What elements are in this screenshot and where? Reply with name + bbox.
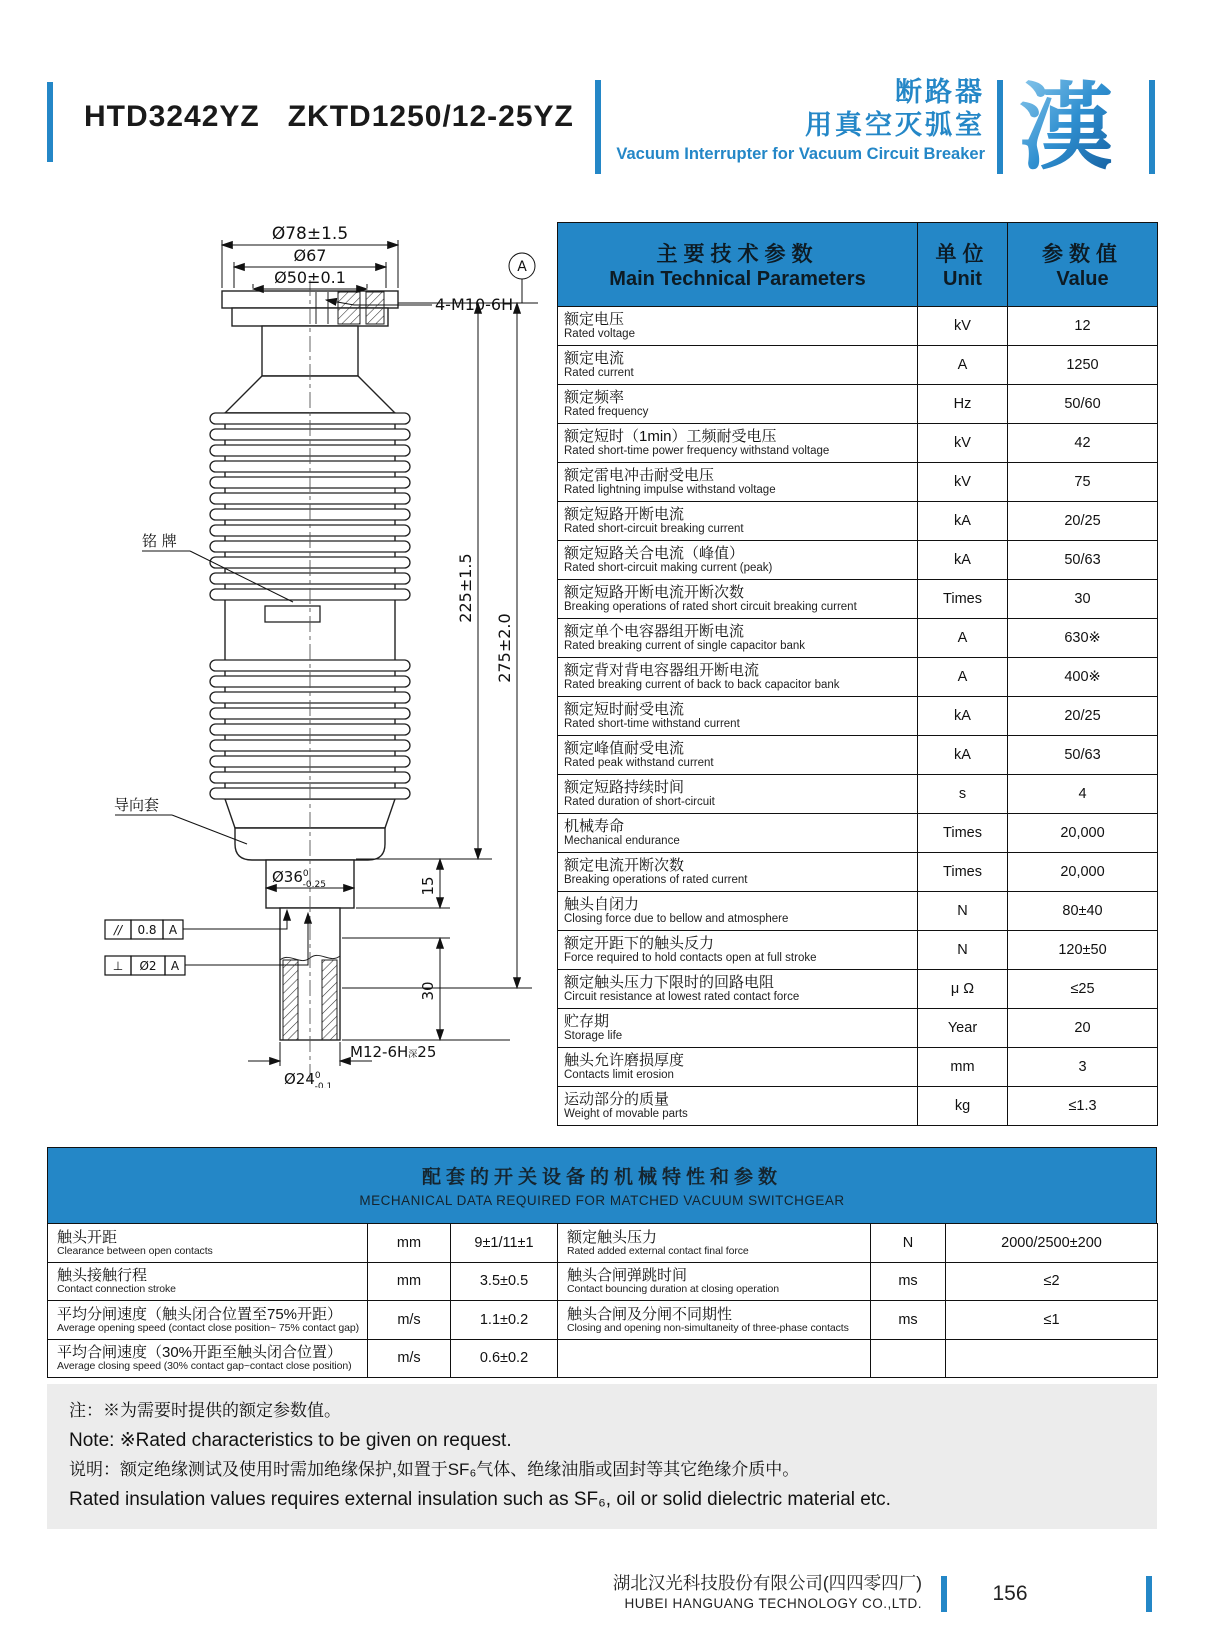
param-name-cell — [558, 658, 918, 697]
table-row — [558, 424, 1158, 463]
dim-label-d24: Ø24 — [284, 1070, 315, 1088]
param-unit: kA — [918, 502, 1008, 541]
dim-label-d78: Ø78±1.5 — [271, 224, 349, 244]
dim-label-d36: Ø36 — [272, 868, 303, 886]
description-cn: 说明：额定绝缘测试及使用时需加绝缘保护,如置于SF₆气体、绝缘油脂或固封等其它绝缘介质中。 — [69, 1460, 800, 1479]
param-name-cn: 额定短路关合电流（峰值） — [564, 545, 745, 563]
table-row — [48, 1224, 1158, 1263]
param-unit: kA — [918, 541, 1008, 580]
param-name-en: Rated breaking current of single capacitor bank — [564, 640, 806, 653]
param-value: 20 — [1008, 1009, 1158, 1048]
nameplate-label: 铭 牌 — [142, 532, 177, 550]
param-name-cn: 额定电流开断次数 — [564, 857, 685, 875]
param-name-en: Contacts limit erosion — [564, 1069, 674, 1082]
param-name-en: Rated lightning impulse withstand voltage — [564, 484, 776, 497]
param-value — [946, 1339, 1158, 1378]
table-row — [48, 1301, 1158, 1340]
param-name-cell — [558, 853, 918, 892]
param-name-en: Contact connection stroke — [57, 1283, 176, 1295]
main-table-header-row — [558, 223, 1158, 307]
dim-label-30: 30 — [419, 981, 437, 1001]
param-name-cell — [558, 307, 918, 346]
header-accent-bar-mid — [595, 80, 601, 174]
header-accent-bar-left — [47, 82, 53, 162]
param-value: ≤25 — [1008, 970, 1158, 1009]
note-en: Note: ※Rated characteristics to be given on request. — [69, 1430, 512, 1451]
param-name-cn: 额定开距下的触头反力 — [564, 935, 715, 953]
param-name-en: Rated short-circuit breaking current — [564, 523, 744, 536]
param-name-en: Contact bouncing duration at closing operation — [567, 1283, 779, 1295]
param-value: 50/63 — [1008, 736, 1158, 775]
table-row — [558, 775, 1158, 814]
table-row — [558, 1087, 1158, 1126]
param-name-en: Rated short-time withstand current — [564, 718, 740, 731]
param-value: 75 — [1008, 463, 1158, 502]
param-value: 0.6±0.2 — [451, 1339, 558, 1378]
param-unit: Times — [918, 853, 1008, 892]
param-name-cell — [558, 1087, 918, 1126]
table-row — [558, 697, 1158, 736]
param-name-cn: 贮存期 — [564, 1013, 610, 1031]
param-unit: kg — [918, 1087, 1008, 1126]
param-unit: N — [918, 892, 1008, 931]
param-unit: A — [918, 346, 1008, 385]
param-unit: A — [918, 658, 1008, 697]
table-row — [558, 385, 1158, 424]
company-name-en: HUBEI HANGUANG TECHNOLOGY CO.,LTD. — [624, 1596, 922, 1611]
param-value: ≤1 — [946, 1301, 1158, 1340]
bolt-pattern-label: 4-M10-6H — [435, 295, 514, 314]
param-name-en: Breaking operations of rated short circuit breaking current — [564, 601, 857, 614]
company-logo — [1008, 74, 1124, 176]
thread-label: M12-6H — [350, 1043, 409, 1061]
svg-text:A: A — [170, 959, 180, 973]
footer-accent-bar-left — [941, 1576, 947, 1612]
param-name-cn: 触头合闸及分闸不同期性 — [567, 1305, 733, 1323]
param-value: 12 — [1008, 307, 1158, 346]
svg-text:Ø360-0.25: $Ø36^0$ -0.25 — [272, 868, 326, 890]
param-name-cell — [558, 1224, 871, 1263]
company-name-cn: 湖北汉光科技股份有限公司(四四零四厂) — [612, 1573, 922, 1593]
param-name-cn: 额定电压 — [564, 311, 625, 329]
mech-table-title: 配套的开关设备的机械特性和参数 MECHANICAL DATA REQUIRED FOR MATCHED VACUUM SWITCHGEAR — [47, 1147, 1157, 1223]
param-name-cn: 额定单个电容器组开断电流 — [564, 623, 745, 641]
param-unit: Year — [918, 1009, 1008, 1048]
param-name-en: Rated current — [564, 367, 634, 380]
product-name-cn-1: 断路器 — [895, 77, 985, 107]
table-row — [558, 736, 1158, 775]
param-name-cell — [558, 697, 918, 736]
table-row — [558, 1009, 1158, 1048]
param-name-cell — [558, 580, 918, 619]
param-name-cell — [558, 1262, 871, 1301]
table-row — [558, 463, 1158, 502]
param-name-cn: 触头允许磨损厚度 — [564, 1052, 685, 1070]
param-value: 1.1±0.2 — [451, 1301, 558, 1340]
param-name-cn: 额定峰值耐受电流 — [564, 740, 685, 758]
param-unit: N — [918, 931, 1008, 970]
table-row — [558, 307, 1158, 346]
svg-text:0.8: 0.8 — [137, 923, 157, 937]
param-value: 3.5±0.5 — [451, 1262, 558, 1301]
param-value: 9±1/11±1 — [451, 1224, 558, 1263]
table-row — [558, 970, 1158, 1009]
param-name-en: Rated breaking current of back to back capacitor bank — [564, 679, 840, 692]
param-name-en: Closing and opening non-simultaneity of three-phase contacts — [567, 1321, 849, 1334]
param-name-en: Rated voltage — [564, 328, 635, 341]
table-row — [558, 541, 1158, 580]
param-name-cell — [558, 1009, 918, 1048]
svg-text:Ø2: Ø2 — [139, 959, 157, 973]
param-unit: N — [871, 1224, 946, 1263]
param-name-cell — [558, 814, 918, 853]
param-name-en: Mechanical endurance — [564, 835, 680, 848]
param-name-en: Circuit resistance at lowest rated contact force — [564, 991, 800, 1004]
param-name-en: Force required to hold contacts open at full stroke — [564, 952, 817, 965]
technical-drawing — [50, 208, 550, 1088]
param-name-en: Rated frequency — [564, 406, 649, 419]
param-name-en: Rated short-circuit making current (peak) — [564, 562, 773, 575]
param-unit — [871, 1339, 946, 1378]
param-name-cn: 额定短路持续时间 — [564, 779, 685, 797]
param-name-en: Closing force due to bellow and atmosphere — [564, 913, 789, 926]
param-name-cn: 额定触头压力 — [567, 1228, 658, 1246]
param-unit: Hz — [918, 385, 1008, 424]
param-name-en: Weight of movable parts — [564, 1108, 688, 1121]
logo-glyph: 漢 — [1018, 75, 1114, 176]
param-name-cell — [558, 385, 918, 424]
param-name-cell — [558, 424, 918, 463]
col-header-unit: 单位 Unit — [918, 223, 1008, 307]
param-name-cell — [558, 931, 918, 970]
header-accent-bar-right — [1149, 80, 1155, 174]
param-unit: Times — [918, 814, 1008, 853]
table-row — [558, 658, 1158, 697]
param-name-en: Rated added external contact final force — [567, 1244, 749, 1257]
table-row — [558, 931, 1158, 970]
param-unit: m/s — [368, 1339, 451, 1378]
gdt-parallel-symbol: // — [113, 923, 123, 937]
param-unit: kV — [918, 307, 1008, 346]
param-value: 80±40 — [1008, 892, 1158, 931]
param-value: 50/63 — [1008, 541, 1158, 580]
gdt-perp-symbol: ⊥ — [112, 959, 124, 973]
guide-sleeve-label: 导向套 — [114, 796, 160, 814]
param-name-cn: 额定短路开断电流 — [564, 506, 685, 524]
param-value: 3 — [1008, 1048, 1158, 1087]
param-unit: mm — [368, 1262, 451, 1301]
main-parameters-table — [557, 222, 1157, 1126]
param-name-cell — [558, 502, 918, 541]
param-name-en: Average opening speed (contact close position~ 75% contact gap) — [57, 1321, 360, 1334]
datum-a-label: A — [517, 259, 527, 275]
table-row — [558, 892, 1158, 931]
dim-label-15: 15 — [419, 876, 437, 896]
param-unit: kV — [918, 424, 1008, 463]
description-en: Rated insulation values requires external insulation such as SF₆, oil or solid dielectric material etc. — [69, 1489, 891, 1510]
param-name-cell — [48, 1224, 368, 1263]
param-name-cell — [558, 736, 918, 775]
param-name-cell — [558, 1048, 918, 1087]
param-name-cn: 额定短时耐受电流 — [564, 701, 685, 719]
param-value: 30 — [1008, 580, 1158, 619]
table-row — [48, 1339, 1158, 1378]
param-name-cell — [558, 970, 918, 1009]
svg-text:A: A — [168, 923, 178, 937]
param-name-cell — [48, 1301, 368, 1340]
param-value: 20,000 — [1008, 814, 1158, 853]
param-value: ≤1.3 — [1008, 1087, 1158, 1126]
col-header-value: 参数值 Value — [1008, 223, 1158, 307]
product-name-cn-2: 用真空灭弧室 — [805, 110, 985, 140]
footer-company — [460, 1572, 922, 1613]
param-name-cn: 触头接触行程 — [57, 1267, 148, 1284]
param-name-cn: 平均合闸速度（30%开距至触头闭合位置） — [57, 1344, 343, 1361]
mechanical-data-table — [47, 1147, 1157, 1378]
nameplate-rect — [265, 606, 320, 622]
product-name-en: Vacuum Interrupter for Vacuum Circuit Breaker — [616, 145, 985, 163]
param-value: 2000/2500±200 — [946, 1224, 1158, 1263]
param-name-cn: 额定背对背电容器组开断电流 — [564, 662, 760, 680]
param-name-cell — [558, 1339, 871, 1378]
param-value: 400※ — [1008, 658, 1158, 697]
table-row — [558, 1048, 1158, 1087]
param-value: 4 — [1008, 775, 1158, 814]
param-value: 20/25 — [1008, 502, 1158, 541]
param-name-en: Clearance between open contacts — [57, 1244, 213, 1257]
param-name-cn: 运动部分的质量 — [564, 1091, 670, 1109]
param-name-cn: 触头合闸弹跳时间 — [567, 1267, 688, 1284]
footer-accent-bar-right — [1146, 1576, 1152, 1612]
product-heading — [605, 76, 985, 166]
param-value: ≤2 — [946, 1262, 1158, 1301]
svg-text:Ø240-0.1: $Ø24^0$ -0.1 — [284, 1070, 333, 1088]
param-name-cn: 额定触头压力下限时的回路电阻 — [564, 974, 775, 992]
param-name-cn: 触头自闭力 — [564, 896, 640, 914]
page-number: 156 — [992, 1582, 1028, 1605]
param-name-cell — [558, 541, 918, 580]
main-table-body — [558, 307, 1158, 1126]
table-row — [558, 853, 1158, 892]
param-name-cell — [48, 1262, 368, 1301]
notes-block — [47, 1384, 1157, 1529]
param-value: 20,000 — [1008, 853, 1158, 892]
param-name-en: Average closing speed (30% contact gap~contact close position) — [57, 1360, 352, 1372]
table-row — [48, 1262, 1158, 1301]
param-name-cell — [48, 1339, 368, 1378]
param-name-cell — [558, 619, 918, 658]
param-name-cn: 机械寿命 — [564, 818, 625, 836]
param-value: 50/60 — [1008, 385, 1158, 424]
svg-text:M12-6H深25: M12-6H深25 — [350, 1043, 437, 1061]
param-value: 20/25 — [1008, 697, 1158, 736]
param-name-cn: 额定电流 — [564, 350, 625, 368]
param-name-en: Storage life — [564, 1030, 623, 1043]
param-unit: m/s — [368, 1301, 451, 1340]
param-name-en: Rated peak withstand current — [564, 757, 714, 770]
note-cn: 注：※为需要时提供的额定参数值。 — [69, 1401, 341, 1420]
dim-label-225: 225±1.5 — [456, 553, 475, 623]
param-name-cn: 额定短路开断电流开断次数 — [564, 584, 745, 602]
param-unit: ms — [871, 1262, 946, 1301]
param-name-en: Rated short-time power frequency withstand voltage — [564, 445, 830, 458]
param-name-cn: 平均分闸速度（触头闭合位置至75%开距） — [57, 1305, 343, 1323]
param-value: 630※ — [1008, 619, 1158, 658]
param-unit: s — [918, 775, 1008, 814]
param-value: 120±50 — [1008, 931, 1158, 970]
param-unit: μ Ω — [918, 970, 1008, 1009]
table-row — [558, 619, 1158, 658]
col-header-parameters: 主要技术参数 Main Technical Parameters — [558, 223, 918, 307]
dim-label-d50: Ø50±0.1 — [274, 268, 346, 287]
param-name-cn: 额定短时（1min）工频耐受电压 — [564, 428, 777, 446]
param-name-cn: 额定频率 — [564, 389, 625, 407]
header-accent-bar-logo-left — [997, 80, 1003, 174]
table-row — [558, 814, 1158, 853]
param-unit: mm — [368, 1224, 451, 1263]
param-name-cell — [558, 892, 918, 931]
param-name-cell — [558, 463, 918, 502]
param-unit: kV — [918, 463, 1008, 502]
param-value: 1250 — [1008, 346, 1158, 385]
param-name-cell — [558, 775, 918, 814]
param-name-cn: 额定雷电冲击耐受电压 — [564, 467, 715, 485]
page-title: HTD3242YZ ZKTD1250/12-25YZ — [84, 100, 574, 133]
table-row — [558, 580, 1158, 619]
param-name-en: Rated duration of short-circuit — [564, 796, 715, 809]
dim-label-275: 275±2.0 — [495, 613, 514, 683]
param-name-cell — [558, 346, 918, 385]
dim-label-d67: Ø67 — [293, 246, 327, 265]
param-unit: kA — [918, 736, 1008, 775]
param-unit: mm — [918, 1048, 1008, 1087]
param-value: 42 — [1008, 424, 1158, 463]
param-unit: ms — [871, 1301, 946, 1340]
table-row — [558, 502, 1158, 541]
param-name-en: Breaking operations of rated current — [564, 874, 748, 887]
param-unit: Times — [918, 580, 1008, 619]
mech-table-body — [48, 1224, 1158, 1378]
param-name-cn: 触头开距 — [57, 1228, 118, 1246]
param-name-cell — [558, 1301, 871, 1340]
param-unit: kA — [918, 697, 1008, 736]
param-unit: A — [918, 619, 1008, 658]
table-row — [558, 346, 1158, 385]
